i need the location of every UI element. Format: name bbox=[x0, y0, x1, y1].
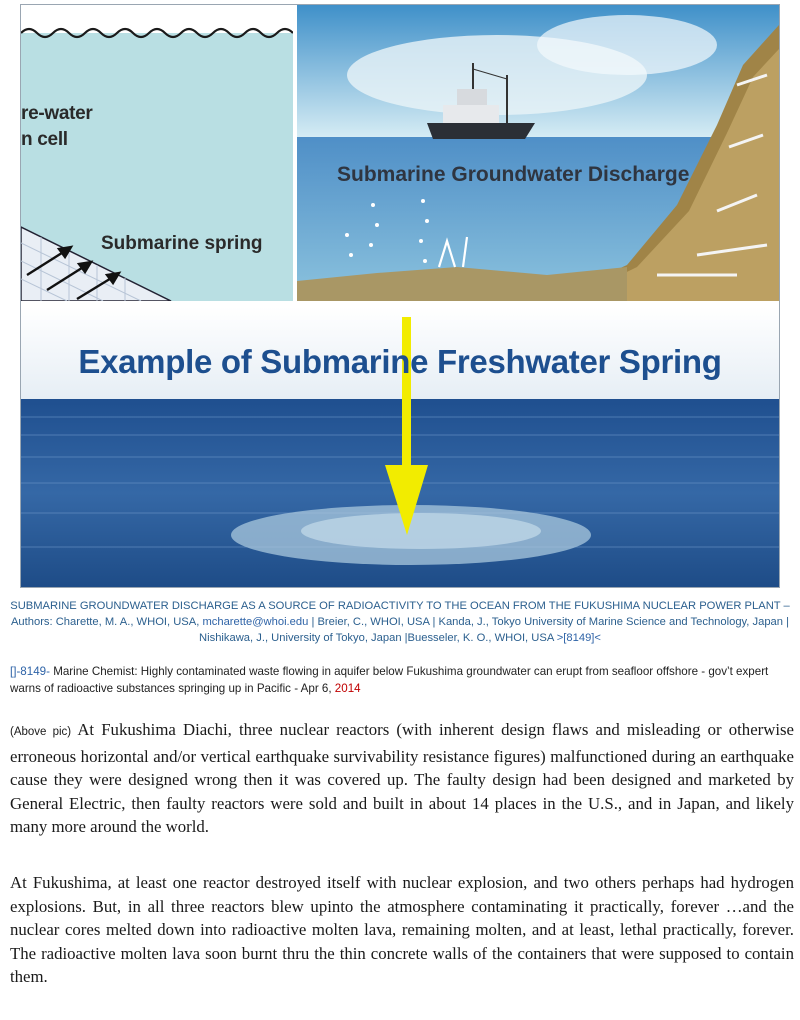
caption-title: SUBMARINE GROUNDWATER DISCHARGE AS A SOURCE OF RADIOACTIVITY TO THE OCEAN FROM THE FUKUSHIMA NUCLEAR POWER PLANT – bbox=[10, 600, 790, 612]
body-paragraph-2: At Fukushima, at least one reactor destroyed itself with nuclear explosion, and two others perhaps had hydrogen explosions. But, in all three reactors blew upinto the atmosphere contaminating it practically, forever …and the nuclear cores melted down into radioactive molten lava, remaining molten, and at least, lethal practically, forever. The radioactive molten lava soon burnt thru the thin concrete walls of the containers that were supposed to contain them. bbox=[10, 873, 794, 987]
diagram-panel-left bbox=[21, 5, 293, 301]
photo-panel-bottom bbox=[21, 307, 779, 587]
body-paragraph-1 bbox=[10, 718, 794, 839]
figure-composite bbox=[20, 4, 780, 588]
reference-link[interactable]: >[8149]< bbox=[556, 632, 601, 644]
groundwater-discharge-label: Submarine Groundwater Discharge bbox=[337, 163, 690, 186]
figure-caption bbox=[10, 598, 790, 646]
figure-title: Example of Submarine Freshwater Spring bbox=[78, 343, 722, 380]
source-note-year: 2014 bbox=[334, 682, 361, 695]
source-note bbox=[10, 663, 800, 697]
caption-authors-suffix: | Breier, C., WHOI, USA | Kanda, J., Tokyo University of Marine Science and Technology, Japan | Nishikawa, J., University of Tokyo, Japan |Buesseler, K. O., WHOI, USA bbox=[199, 616, 790, 644]
caption-authors-prefix: Authors: Charette, M. A., WHOI, USA, bbox=[10, 616, 203, 628]
illustration-panel-right bbox=[297, 5, 779, 301]
freshwater-cell-label: re-water n cell bbox=[21, 103, 93, 150]
illustration-graphics bbox=[297, 5, 779, 301]
submarine-spring-label: Submarine spring bbox=[101, 233, 263, 254]
paragraph-lead: (Above pic) bbox=[10, 726, 72, 738]
water-surface-wave bbox=[21, 29, 293, 37]
source-ref-id[interactable]: []-8149- bbox=[10, 665, 50, 678]
author-email-link[interactable]: mcharette@whoi.edu bbox=[202, 616, 309, 628]
source-note-text: Marine Chemist: Highly contaminated waste flowing in aquifer below Fukushima groundwater can erupt from seafloor offshore - gov’t expert warns of radioactive substances springing up in Pacific - Apr 6, bbox=[10, 665, 769, 695]
paragraph-1-text: At Fukushima Diachi, three nuclear reactors (with inherent design flaws and misleading or otherwise erroneous horizontal and/or vertical earthquake survivability resistance figures) malfunctioned during an earthquake cause they were designed wrong then it was covered up. The faulty design had been designed and marketed by General Electric, then faulty reactors were sold and built in about 14 places in the U.S., and in Japan, and likely many more around the world. bbox=[10, 720, 794, 837]
diagram-left-graphics bbox=[21, 5, 293, 301]
